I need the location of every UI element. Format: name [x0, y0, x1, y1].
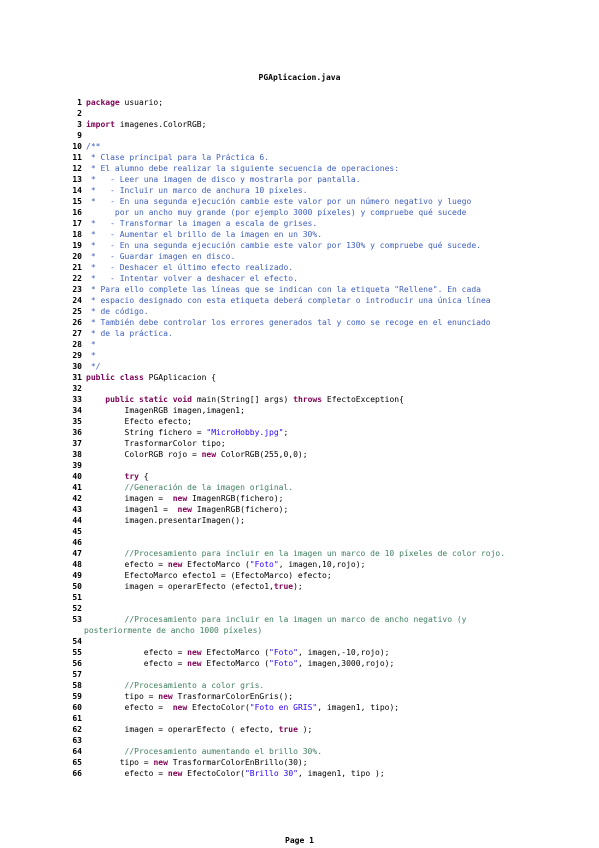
code-line	[72, 669, 591, 680]
code-line	[77, 130, 591, 141]
code-line	[72, 229, 591, 240]
code-text: * El alumno debe realizar la siguiente secuencia de operaciones:	[86, 164, 400, 173]
code-line	[77, 119, 591, 130]
line-number: 56	[72, 659, 82, 668]
code-text-continuation: posteriormente de ancho 1000 píxeles)	[84, 626, 263, 635]
line-number: 29	[72, 351, 82, 360]
code-text: tipo = new TrasformarColorEnGris();	[86, 692, 294, 701]
code-line	[77, 108, 591, 119]
code-line	[72, 581, 591, 592]
code-line	[72, 636, 591, 647]
code-line	[72, 207, 591, 218]
line-number: 35	[72, 417, 82, 426]
line-number: 13	[72, 175, 82, 184]
line-number: 37	[72, 439, 82, 448]
code-text: * - Leer una imagen de disco y mostrarla por pantalla.	[86, 175, 361, 184]
code-text: *	[86, 340, 96, 349]
line-number: 63	[72, 736, 82, 745]
line-number: 15	[72, 197, 82, 206]
code-line	[72, 328, 591, 339]
line-number: 59	[72, 692, 82, 701]
code-line	[72, 306, 591, 317]
code-line	[72, 152, 591, 163]
line-number: 50	[72, 582, 82, 591]
line-number: 16	[72, 208, 82, 217]
line-number: 17	[72, 219, 82, 228]
code-text: public class PGAplicacion {	[86, 373, 217, 382]
line-number: 64	[72, 747, 82, 756]
code-line	[72, 284, 591, 295]
code-line	[77, 97, 591, 108]
code-line	[72, 691, 591, 702]
line-number: 58	[72, 681, 82, 690]
line-number: 60	[72, 703, 82, 712]
code-text: efecto = new EfectoMarco ("Foto", imagen,10,rojo);	[86, 560, 366, 569]
code-text: * - Intentar volver a deshacer el efecto.	[86, 274, 298, 283]
line-number: 62	[72, 725, 82, 734]
code-line	[72, 658, 591, 669]
code-text: efecto = new EfectoColor("Foto en GRIS", imagen1, tipo);	[86, 703, 400, 712]
line-number: 14	[72, 186, 82, 195]
line-number: 22	[72, 274, 82, 283]
code-text: //Procesamiento para incluir en la imagen un marco de ancho negativo (y	[86, 615, 467, 624]
code-text: package usuario;	[86, 98, 164, 107]
line-number: 48	[72, 560, 82, 569]
code-text: por un ancho muy grande (por ejemplo 3000 píxeles) y compruebe qué sucede	[86, 208, 467, 217]
code-line	[72, 471, 591, 482]
code-text: * - Guardar imagen en disco.	[86, 252, 236, 261]
code-line	[72, 603, 591, 614]
code-line	[72, 493, 591, 504]
code-line	[72, 383, 591, 394]
line-number: 10	[72, 142, 82, 151]
line-number: 33	[72, 395, 82, 404]
code-line	[72, 196, 591, 207]
code-text: ImagenRGB imagen,imagen1;	[86, 406, 245, 415]
code-line	[72, 438, 591, 449]
code-line	[72, 251, 591, 262]
line-number: 54	[72, 637, 82, 646]
code-listing	[72, 97, 591, 779]
line-number: 39	[72, 461, 82, 470]
code-line	[72, 537, 591, 548]
line-number: 9	[77, 131, 82, 140]
line-number: 12	[72, 164, 82, 173]
line-number: 11	[72, 153, 82, 162]
page-number: Page 1	[285, 836, 314, 845]
line-number: 1	[77, 98, 82, 107]
code-text: * - Deshacer el último efecto realizado.	[86, 263, 294, 272]
code-line	[72, 570, 591, 581]
code-text: efecto = new EfectoColor("Brillo 30", imagen1, tipo );	[86, 769, 385, 778]
code-text: //Generación de la imagen original.	[86, 483, 294, 492]
line-number: 19	[72, 241, 82, 250]
code-text: efecto = new EfectoMarco ("Foto", imagen,3000,rojo);	[86, 659, 395, 668]
line-number: 34	[72, 406, 82, 415]
code-text: * Para ello complete las líneas que se indican con la etiqueta "Rellene". En cada	[86, 285, 481, 294]
code-text: Efecto efecto;	[86, 417, 192, 426]
line-number: 24	[72, 296, 82, 305]
line-number: 40	[72, 472, 82, 481]
line-number: 45	[72, 527, 82, 536]
line-number: 32	[72, 384, 82, 393]
line-number: 47	[72, 549, 82, 558]
code-text: * - En una segunda ejecución cambie este valor por 130% y compruebe qué sucede.	[86, 241, 481, 250]
line-number: 49	[72, 571, 82, 580]
code-line	[72, 559, 591, 570]
line-number: 36	[72, 428, 82, 437]
line-number: 31	[72, 373, 82, 382]
code-text: imagen.presentarImagen();	[86, 516, 245, 525]
code-line	[72, 504, 591, 515]
line-number: 42	[72, 494, 82, 503]
code-line	[72, 614, 591, 636]
code-line	[72, 746, 591, 757]
code-line	[72, 339, 591, 350]
line-number: 55	[72, 648, 82, 657]
code-text: * Clase principal para la Práctica 6.	[86, 153, 270, 162]
code-line	[72, 713, 591, 724]
code-text: //Procesamiento aumentando el brillo 30%.	[86, 747, 323, 756]
code-line	[72, 141, 591, 152]
code-text: imagen = operarEfecto ( efecto, true );	[86, 725, 313, 734]
line-number: 23	[72, 285, 82, 294]
code-text: * También debe controlar los errores generados tal y como se recoge en el enunciado	[86, 318, 491, 327]
line-number: 53	[72, 615, 82, 624]
line-number: 51	[72, 593, 82, 602]
line-number: 65	[72, 758, 82, 767]
document-title: PGAplicacion.java	[258, 73, 341, 82]
code-line	[72, 460, 591, 471]
code-text: //Procesamiento para incluir en la imagen un marco de 10 píxeles de color rojo.	[86, 549, 506, 558]
code-text: * - Aumentar el brillo de la imagen en un 30%.	[86, 230, 323, 239]
line-number: 52	[72, 604, 82, 613]
code-line	[72, 647, 591, 658]
code-line	[72, 526, 591, 537]
code-line	[72, 174, 591, 185]
code-line	[72, 273, 591, 284]
line-number: 46	[72, 538, 82, 547]
code-line	[72, 163, 591, 174]
code-line	[72, 394, 591, 405]
line-number: 26	[72, 318, 82, 327]
code-line	[72, 735, 591, 746]
code-line	[72, 317, 591, 328]
code-line	[72, 350, 591, 361]
line-number: 44	[72, 516, 82, 525]
code-text: * - Incluir un marco de anchura 10 píxeles.	[86, 186, 308, 195]
code-line	[72, 592, 591, 603]
code-line	[72, 548, 591, 559]
code-line	[72, 240, 591, 251]
line-number: 3	[77, 120, 82, 129]
code-line	[72, 757, 591, 768]
code-text: ColorRGB rojo = new ColorRGB(255,0,0);	[86, 450, 308, 459]
code-text: //Procesamiento a color gris.	[86, 681, 265, 690]
code-text: EfectoMarco efecto1 = (EfectoMarco) efecto;	[86, 571, 332, 580]
code-text: imagen1 = new ImagenRGB(fichero);	[86, 505, 289, 514]
code-text: */	[86, 362, 101, 371]
line-number: 57	[72, 670, 82, 679]
code-line	[72, 262, 591, 273]
code-line	[72, 361, 591, 372]
code-text: /**	[86, 142, 101, 151]
code-line	[72, 724, 591, 735]
code-text: efecto = new EfectoMarco ("Foto", imagen,-10,rojo);	[86, 648, 390, 657]
line-number: 2	[77, 109, 82, 118]
code-text: *	[86, 351, 96, 360]
code-line	[72, 295, 591, 306]
line-number: 28	[72, 340, 82, 349]
code-line	[72, 372, 591, 383]
code-line	[72, 427, 591, 438]
code-text: * espacio designado con esta etiqueta deberá completar o introducir una única línea	[86, 296, 491, 305]
code-text: tipo = new TrasformarColorEnBrillo(30);	[86, 758, 308, 767]
code-text: * de código.	[86, 307, 149, 316]
code-line	[72, 218, 591, 229]
code-text: * de la práctica.	[86, 329, 173, 338]
code-text: public static void main(String[] args) throws EfectoException{	[105, 395, 404, 404]
code-line	[72, 405, 591, 416]
code-line	[72, 416, 591, 427]
line-number: 27	[72, 329, 82, 338]
line-number: 20	[72, 252, 82, 261]
line-number: 43	[72, 505, 82, 514]
line-number: 18	[72, 230, 82, 239]
code-line	[72, 515, 591, 526]
code-line	[72, 482, 591, 493]
line-number: 66	[72, 769, 82, 778]
line-number: 38	[72, 450, 82, 459]
code-text: try {	[124, 472, 149, 481]
code-text: import imagenes.ColorRGB;	[86, 120, 207, 129]
code-text: imagen = new ImagenRGB(fichero);	[86, 494, 284, 503]
line-number: 30	[72, 362, 82, 371]
code-line	[72, 768, 591, 779]
code-text: * - En una segunda ejecución cambie este valor por un número negativo y luego	[86, 197, 472, 206]
line-number: 41	[72, 483, 82, 492]
line-number: 25	[72, 307, 82, 316]
code-text: String fichero = "MicroHobby.jpg";	[86, 428, 289, 437]
code-text: imagen = operarEfecto (efecto1,true);	[86, 582, 303, 591]
line-number: 61	[72, 714, 82, 723]
line-number: 21	[72, 263, 82, 272]
code-text: * - Transformar la imagen a escala de grises.	[86, 219, 318, 228]
code-line	[72, 449, 591, 460]
code-text: TrasformarColor tipo;	[86, 439, 226, 448]
code-line	[72, 702, 591, 713]
code-line	[72, 185, 591, 196]
code-line	[72, 680, 591, 691]
